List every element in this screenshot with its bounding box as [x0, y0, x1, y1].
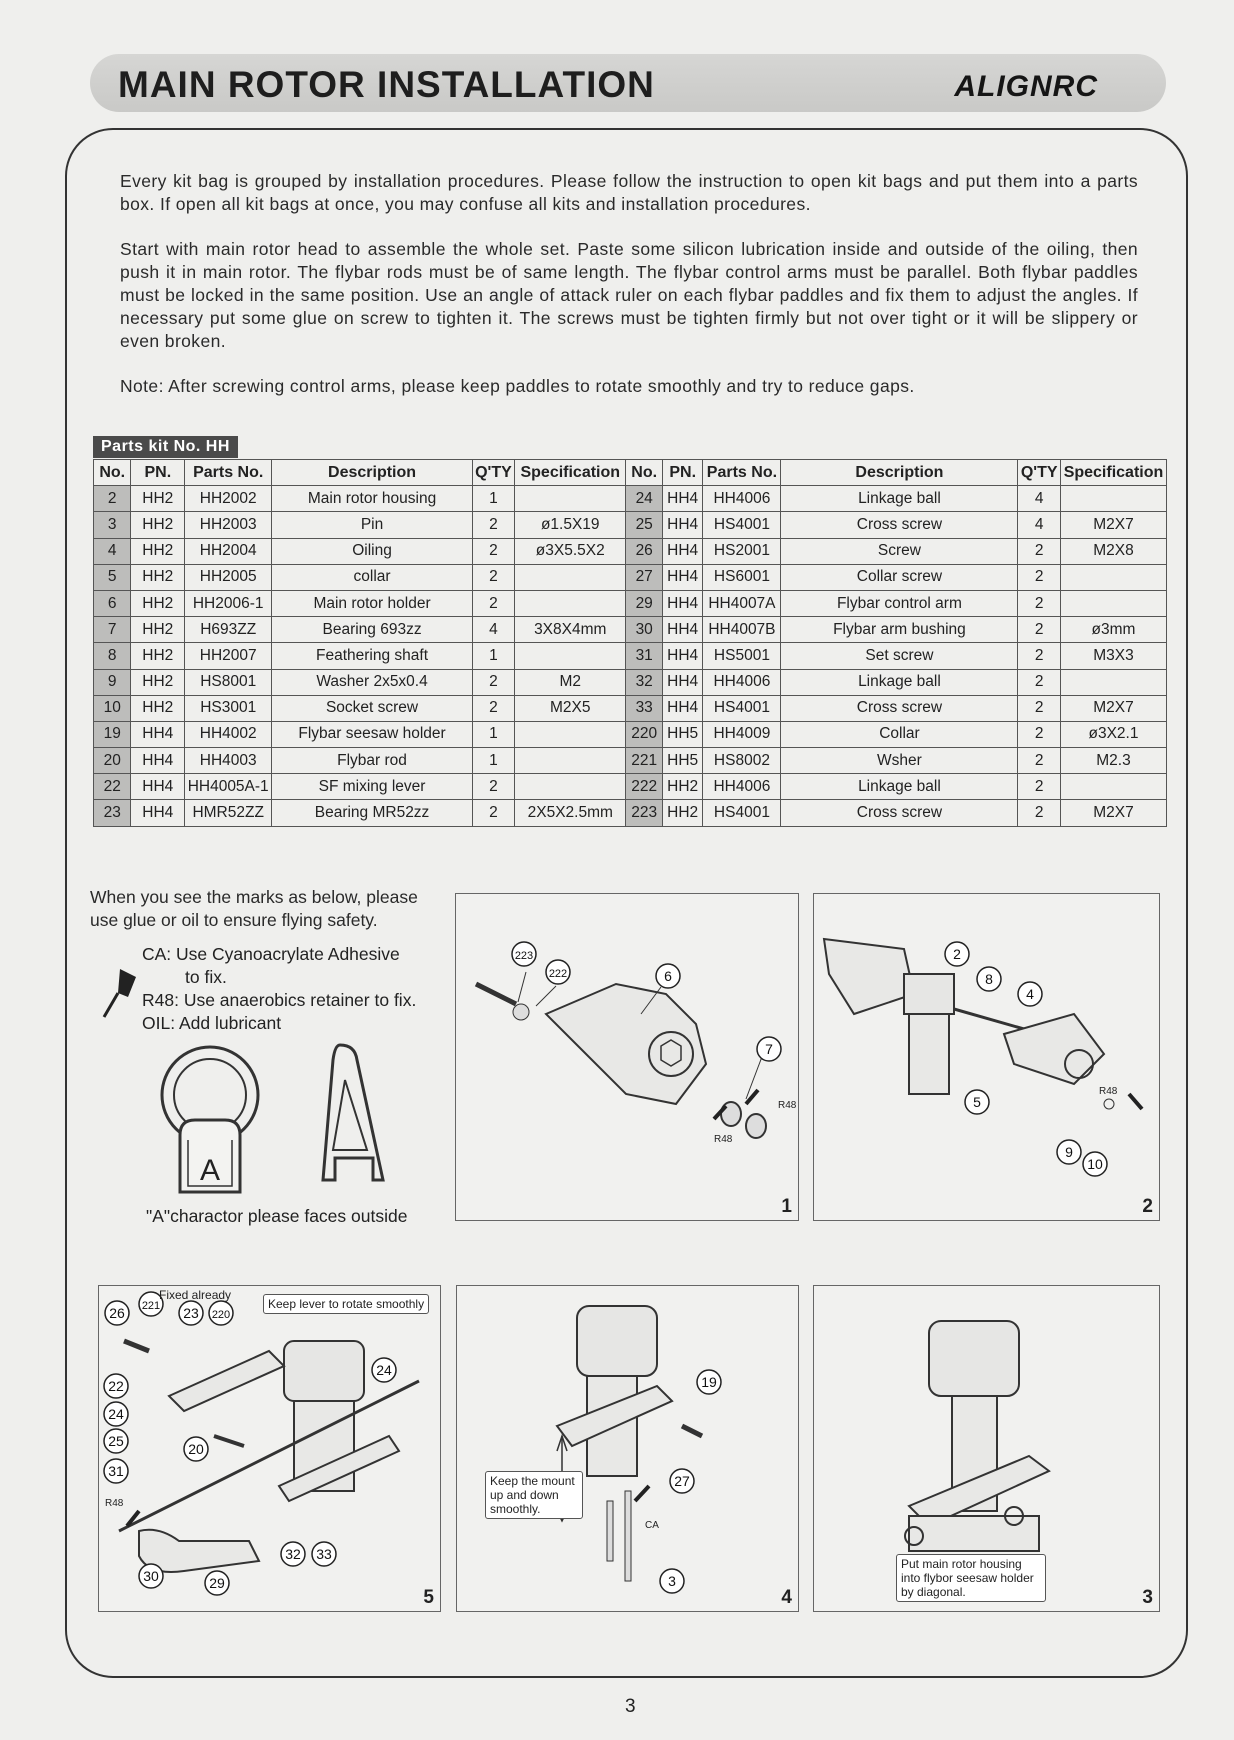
table-cell: ø3X5.5X2 — [515, 538, 626, 564]
table-cell: HH4 — [131, 774, 185, 800]
table-cell: HS2001 — [703, 538, 781, 564]
svg-text:220: 220 — [211, 1309, 231, 1321]
svg-text:221: 221 — [141, 1300, 161, 1312]
table-row — [94, 669, 1167, 695]
svg-text:7: 7 — [765, 1041, 773, 1057]
part-number-label — [945, 942, 969, 966]
table-cell: Feathering shaft — [272, 643, 473, 669]
table-cell — [1060, 486, 1166, 512]
glue-bottle-icon — [98, 967, 140, 1019]
column-header: No. — [626, 460, 662, 486]
table-cell: HH4 — [662, 512, 703, 538]
svg-text:22: 22 — [108, 1378, 124, 1394]
svg-text:33: 33 — [316, 1546, 332, 1562]
part-number-label — [104, 1402, 128, 1426]
table-row — [94, 538, 1167, 564]
table-row — [94, 748, 1167, 774]
svg-text:9: 9 — [1065, 1144, 1073, 1160]
table-cell: HS5001 — [703, 643, 781, 669]
table-cell — [515, 721, 626, 747]
svg-text:20: 20 — [188, 1441, 204, 1457]
part-number-label — [105, 1301, 129, 1325]
r48-mark-a: R48 — [778, 1100, 797, 1111]
table-cell: HH2005 — [185, 564, 272, 590]
table-cell: HH2 — [131, 564, 185, 590]
part-number-label — [660, 1569, 684, 1593]
table-header-row — [94, 460, 1167, 486]
table-cell: 2 — [1018, 669, 1061, 695]
svg-text:8: 8 — [985, 971, 993, 987]
step-number-3: 3 — [1142, 1587, 1153, 1608]
column-header: Specification — [515, 460, 626, 486]
table-cell: M2X7 — [1060, 800, 1166, 826]
column-header: No. — [94, 460, 131, 486]
svg-text:26: 26 — [109, 1305, 125, 1321]
table-cell: 2 — [472, 538, 514, 564]
table-cell: 2 — [472, 669, 514, 695]
intro-paragraph-2: Start with main rotor head to assemble the whole set. Paste some silicon lubrication inside and outside of the oiling, then push it in main rotor. The flybar rods must be of same length. The flybar control arms must be parallel. Both flybar paddles must be locked in the same position. Use an angle of attack ruler on each flybar paddles and fix them to adjust the angles. If necessary put some glue on screw to tighten it. The screws must be tighten firmly but not over tight or it will be slippery or even broken. — [120, 239, 1138, 351]
step-panel-1 — [455, 893, 799, 1221]
table-cell: HH2 — [662, 800, 703, 826]
table-cell: Linkage ball — [781, 669, 1018, 695]
intro-paragraph-1: Every kit bag is grouped by installation procedures. Please follow the instruction to open kit bags and put them into a parts box. If open all kit bags at once, you may confuse all kits and installation procedures. — [120, 171, 1138, 214]
table-cell: 2 — [1018, 721, 1061, 747]
part-number-label — [312, 1542, 336, 1566]
table-cell: SF mixing lever — [272, 774, 473, 800]
svg-text:25: 25 — [108, 1433, 124, 1449]
table-cell: 27 — [626, 564, 662, 590]
table-cell: HH4 — [131, 748, 185, 774]
table-cell: 19 — [94, 721, 131, 747]
table-cell: Washer 2x5x0.4 — [272, 669, 473, 695]
table-cell: HH4006 — [703, 486, 781, 512]
table-cell: 2 — [472, 512, 514, 538]
table-cell: 2 — [472, 695, 514, 721]
table-cell: HH2 — [131, 538, 185, 564]
column-header: Specification — [1060, 460, 1166, 486]
table-cell: HH2 — [131, 512, 185, 538]
table-cell: Set screw — [781, 643, 1018, 669]
parts-table — [93, 459, 1167, 827]
table-cell: Bearing 693zz — [272, 617, 473, 643]
table-cell: 24 — [626, 486, 662, 512]
table-cell: HH4 — [662, 643, 703, 669]
table-cell: Main rotor housing — [272, 486, 473, 512]
table-cell: M2X7 — [1060, 512, 1166, 538]
svg-text:32: 32 — [285, 1546, 301, 1562]
table-cell — [1060, 669, 1166, 695]
step-panel-2 — [813, 893, 1160, 1221]
table-cell: 2 — [1018, 748, 1061, 774]
table-cell: Cross screw — [781, 800, 1018, 826]
table-cell: 2 — [1018, 800, 1061, 826]
table-cell: 10 — [94, 695, 131, 721]
r48-mark: R48 — [1099, 1086, 1118, 1097]
table-cell — [1060, 564, 1166, 590]
table-cell: Screw — [781, 538, 1018, 564]
table-row — [94, 643, 1167, 669]
table-cell: HMR52ZZ — [185, 800, 272, 826]
svg-text:29: 29 — [209, 1575, 225, 1591]
table-cell: HH4007B — [703, 617, 781, 643]
table-cell: HH4 — [131, 800, 185, 826]
part-number-label — [977, 967, 1001, 991]
part-number-label — [205, 1571, 229, 1595]
svg-text:30: 30 — [143, 1568, 159, 1584]
table-cell — [1060, 590, 1166, 616]
table-cell: 2 — [472, 774, 514, 800]
part-number-label — [656, 964, 680, 988]
step-number-4: 4 — [781, 1587, 792, 1608]
table-cell: HH4006 — [703, 669, 781, 695]
table-cell: HH4007A — [703, 590, 781, 616]
table-cell: 7 — [94, 617, 131, 643]
table-cell: 4 — [472, 617, 514, 643]
table-cell: 5 — [94, 564, 131, 590]
table-row — [94, 774, 1167, 800]
svg-text:31: 31 — [108, 1463, 124, 1479]
ca-line-cont: to fix. — [185, 967, 227, 987]
svg-text:6: 6 — [664, 968, 672, 984]
character-note: "A"charactor please faces outside — [146, 1206, 408, 1226]
table-cell — [1060, 774, 1166, 800]
table-cell: 2 — [472, 564, 514, 590]
table-cell: HH2003 — [185, 512, 272, 538]
ca-mark: CA — [645, 1520, 659, 1531]
table-cell: HS6001 — [703, 564, 781, 590]
table-cell: HH4 — [662, 669, 703, 695]
table-cell: 29 — [626, 590, 662, 616]
table-cell: 1 — [472, 748, 514, 774]
table-cell: ø3mm — [1060, 617, 1166, 643]
table-cell: 4 — [94, 538, 131, 564]
table-cell: Cross screw — [781, 512, 1018, 538]
table-cell: HH4 — [662, 617, 703, 643]
table-cell: 9 — [94, 669, 131, 695]
table-cell: Socket screw — [272, 695, 473, 721]
table-cell: Flybar rod — [272, 748, 473, 774]
part-number-label — [104, 1374, 128, 1398]
part-number-label — [512, 942, 536, 966]
table-cell: HH4002 — [185, 721, 272, 747]
table-cell: 1 — [472, 643, 514, 669]
svg-text:223: 223 — [514, 950, 534, 962]
table-cell: HH2 — [131, 590, 185, 616]
table-cell: M2X5 — [515, 695, 626, 721]
part-number-label — [209, 1301, 233, 1325]
table-cell: 2 — [1018, 643, 1061, 669]
table-cell: 2 — [1018, 564, 1061, 590]
svg-text:24: 24 — [376, 1362, 392, 1378]
table-cell: Cross screw — [781, 695, 1018, 721]
table-cell: 22 — [94, 774, 131, 800]
step-panel-3 — [813, 1285, 1160, 1612]
table-cell: 2 — [1018, 617, 1061, 643]
table-cell: HH4005A-1 — [185, 774, 272, 800]
svg-text:19: 19 — [701, 1374, 717, 1390]
svg-text:27: 27 — [674, 1473, 690, 1489]
svg-text:222: 222 — [548, 968, 568, 980]
part-number-label — [965, 1090, 989, 1114]
table-cell: HH4 — [662, 538, 703, 564]
step-panel-5 — [98, 1285, 441, 1612]
table-cell: Linkage ball — [781, 774, 1018, 800]
table-row — [94, 721, 1167, 747]
parts-kit-label: Parts kit No. HH — [93, 436, 238, 458]
table-cell: HH4 — [662, 695, 703, 721]
table-cell: 30 — [626, 617, 662, 643]
part-number-label — [697, 1370, 721, 1394]
table-cell: HH4 — [662, 564, 703, 590]
table-cell: HH2004 — [185, 538, 272, 564]
table-cell: HS4001 — [703, 800, 781, 826]
page-number: 3 — [625, 1696, 636, 1717]
table-cell: 4 — [1018, 486, 1061, 512]
table-cell: Flybar seesaw holder — [272, 721, 473, 747]
table-cell — [515, 643, 626, 669]
table-cell — [515, 748, 626, 774]
ring-and-lever-illustration — [155, 1040, 405, 1200]
table-cell: 25 — [626, 512, 662, 538]
part-number-label — [1083, 1152, 1107, 1176]
table-cell: 2 — [1018, 538, 1061, 564]
part-number-label — [281, 1542, 305, 1566]
table-cell: Collar screw — [781, 564, 1018, 590]
table-cell: HH2002 — [185, 486, 272, 512]
svg-text:4: 4 — [1026, 986, 1034, 1002]
keep-mount-callout: Keep the mount up and down smoothly. — [485, 1471, 583, 1519]
marks-intro: When you see the marks as below, please use glue or oil to ensure flying safety. — [90, 887, 418, 930]
table-cell: 20 — [94, 748, 131, 774]
table-cell: M2X8 — [1060, 538, 1166, 564]
table-cell: 32 — [626, 669, 662, 695]
table-cell: 1 — [472, 721, 514, 747]
column-header: Q'TY — [472, 460, 514, 486]
table-cell: Main rotor holder — [272, 590, 473, 616]
r48-mark: R48 — [105, 1498, 124, 1509]
table-cell: 33 — [626, 695, 662, 721]
table-cell: 4 — [1018, 512, 1061, 538]
part-number-label — [184, 1437, 208, 1461]
table-cell: H693ZZ — [185, 617, 272, 643]
table-cell: 2X5X2.5mm — [515, 800, 626, 826]
column-header: Q'TY — [1018, 460, 1061, 486]
table-cell: HH2 — [131, 669, 185, 695]
table-row — [94, 800, 1167, 826]
table-cell: ø1.5X19 — [515, 512, 626, 538]
table-cell — [515, 486, 626, 512]
table-cell: HH5 — [662, 748, 703, 774]
oil-line: OIL: Add lubricant — [142, 1013, 282, 1033]
part-number-label — [104, 1459, 128, 1483]
table-cell: M3X3 — [1060, 643, 1166, 669]
table-cell: HS8002 — [703, 748, 781, 774]
table-cell: 6 — [94, 590, 131, 616]
table-cell: M2.3 — [1060, 748, 1166, 774]
step-number-1: 1 — [781, 1196, 792, 1217]
table-cell: M2X7 — [1060, 695, 1166, 721]
table-cell: Collar — [781, 721, 1018, 747]
step-number-2: 2 — [1142, 1196, 1153, 1217]
table-cell: ø3X2.1 — [1060, 721, 1166, 747]
table-row — [94, 564, 1167, 590]
table-cell: Linkage ball — [781, 486, 1018, 512]
part-number-label — [757, 1037, 781, 1061]
table-cell: 2 — [94, 486, 131, 512]
table-cell: HH4 — [662, 486, 703, 512]
table-row — [94, 590, 1167, 616]
part-number-label — [1057, 1140, 1081, 1164]
table-cell: 2 — [472, 590, 514, 616]
part-number-label — [670, 1469, 694, 1493]
intro-note: Note: After screwing control arms, please keep paddles to rotate smoothly and try to reduce gaps. — [120, 376, 915, 397]
column-header: PN. — [662, 460, 703, 486]
table-row — [94, 695, 1167, 721]
table-cell: HH2 — [662, 774, 703, 800]
table-cell: 2 — [1018, 774, 1061, 800]
table-cell: HS4001 — [703, 512, 781, 538]
table-cell: HH2 — [131, 695, 185, 721]
svg-text:3: 3 — [668, 1573, 676, 1589]
table-cell: HH4009 — [703, 721, 781, 747]
table-cell: HS8001 — [185, 669, 272, 695]
table-cell: Flybar arm bushing — [781, 617, 1018, 643]
table-cell: HH4003 — [185, 748, 272, 774]
table-cell: 3X8X4mm — [515, 617, 626, 643]
ring-letter: A — [200, 1154, 221, 1187]
table-cell: HH5 — [662, 721, 703, 747]
table-cell: Wsher — [781, 748, 1018, 774]
table-cell: 222 — [626, 774, 662, 800]
table-cell: HH4 — [662, 590, 703, 616]
table-cell: 2 — [1018, 590, 1061, 616]
column-header: Parts No. — [185, 460, 272, 486]
table-cell: Flybar control arm — [781, 590, 1018, 616]
table-cell: 1 — [472, 486, 514, 512]
diagonal-note-callout: Put main rotor housing into flybor seesaw holder by diagonal. — [896, 1554, 1046, 1602]
table-cell: HH2007 — [185, 643, 272, 669]
table-cell: collar — [272, 564, 473, 590]
table-row — [94, 512, 1167, 538]
table-cell: 223 — [626, 800, 662, 826]
table-cell: 221 — [626, 748, 662, 774]
svg-text:24: 24 — [108, 1406, 124, 1422]
svg-text:23: 23 — [183, 1305, 199, 1321]
table-cell: 2 — [1018, 695, 1061, 721]
part-number-label — [1018, 982, 1042, 1006]
table-cell: 26 — [626, 538, 662, 564]
table-cell: HH4 — [131, 721, 185, 747]
column-header: PN. — [131, 460, 185, 486]
r48-mark-b: R48 — [714, 1134, 733, 1145]
glue-legend — [142, 943, 416, 1035]
table-cell: 2 — [472, 800, 514, 826]
table-cell — [515, 564, 626, 590]
table-cell: 23 — [94, 800, 131, 826]
table-cell — [515, 774, 626, 800]
r48-line: R48: Use anaerobics retainer to fix. — [142, 990, 417, 1010]
table-cell: 31 — [626, 643, 662, 669]
intro-text — [120, 170, 1138, 421]
fixed-already-label: Fixed already — [159, 1288, 232, 1302]
brand-logo: ALIGNRC — [954, 70, 1098, 103]
step-number-5: 5 — [423, 1587, 434, 1608]
column-header: Parts No. — [703, 460, 781, 486]
table-cell: HH2 — [131, 617, 185, 643]
table-row — [94, 617, 1167, 643]
part-number-label — [179, 1301, 203, 1325]
ca-line: CA: Use Cyanoacrylate Adhesive — [142, 944, 400, 964]
table-cell: HH2 — [131, 643, 185, 669]
table-cell: 3 — [94, 512, 131, 538]
table-cell: HS4001 — [703, 695, 781, 721]
step-panel-4 — [456, 1285, 799, 1612]
table-cell: M2 — [515, 669, 626, 695]
table-cell: HH2 — [131, 486, 185, 512]
table-cell: Oiling — [272, 538, 473, 564]
column-header: Description — [781, 460, 1018, 486]
part-number-label — [139, 1564, 163, 1588]
part-number-label — [546, 960, 570, 984]
part-number-label — [372, 1358, 396, 1382]
table-cell: HH4006 — [703, 774, 781, 800]
page-title: MAIN ROTOR INSTALLATION — [118, 64, 655, 105]
header-bar — [90, 54, 1166, 112]
table-cell: HS3001 — [185, 695, 272, 721]
table-row — [94, 486, 1167, 512]
column-header: Description — [272, 460, 473, 486]
keep-lever-callout: Keep lever to rotate smoothly — [263, 1294, 429, 1314]
svg-text:5: 5 — [973, 1094, 981, 1110]
table-cell — [515, 590, 626, 616]
table-cell: 8 — [94, 643, 131, 669]
table-cell: HH2006-1 — [185, 590, 272, 616]
table-cell: 220 — [626, 721, 662, 747]
table-cell: Bearing MR52zz — [272, 800, 473, 826]
svg-text:2: 2 — [953, 946, 961, 962]
part-number-label — [104, 1429, 128, 1453]
table-cell: Pin — [272, 512, 473, 538]
svg-text:10: 10 — [1087, 1156, 1103, 1172]
